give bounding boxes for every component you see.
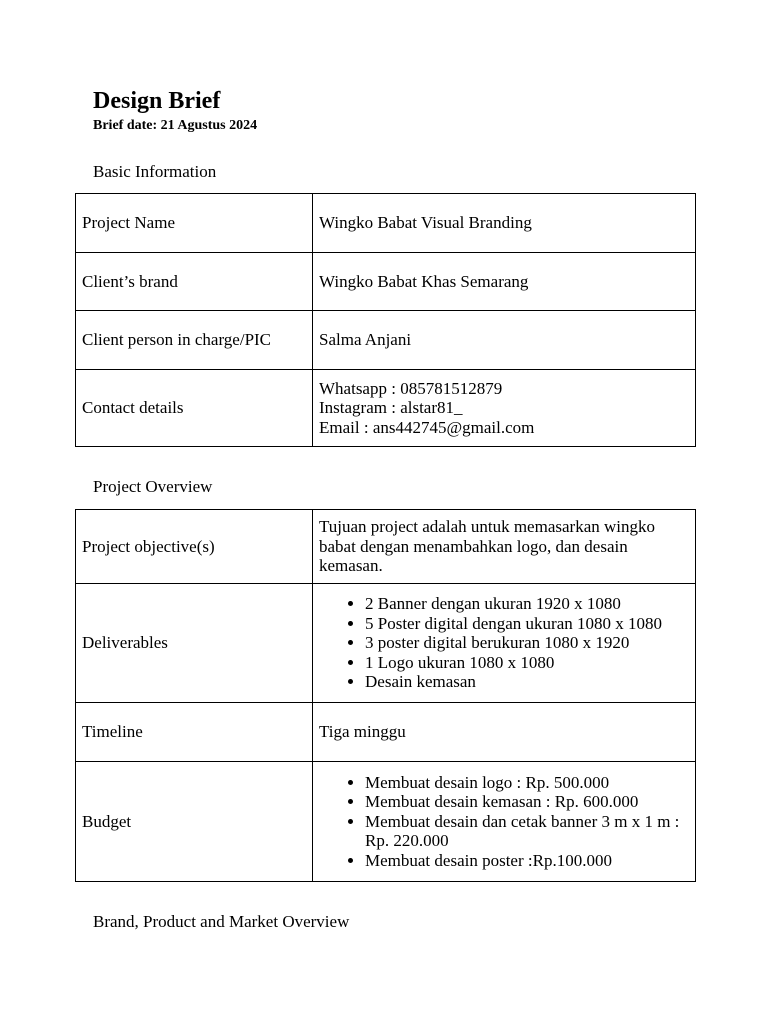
budget-label: Budget <box>76 762 313 882</box>
budget-list <box>319 773 689 871</box>
project-name-label: Project Name <box>76 194 313 253</box>
deliverables-list <box>319 594 689 692</box>
deliverables-value <box>313 584 696 703</box>
list-item: • Desain kemasan <box>365 672 689 692</box>
page-title: Design Brief <box>93 88 221 114</box>
list-item: • Membuat desain logo : Rp. 500.000 <box>365 773 689 793</box>
table-row <box>76 584 696 703</box>
contact-details-value <box>313 370 696 447</box>
project-overview-table <box>75 509 696 882</box>
basic-information-table <box>75 193 696 447</box>
section-heading-basic-information: Basic Information <box>93 162 217 181</box>
client-brand-label: Client’s brand <box>76 253 313 311</box>
project-name-value: Wingko Babat Visual Branding <box>313 194 696 253</box>
timeline-value: Tiga minggu <box>313 703 696 762</box>
deliverables-label: Deliverables <box>76 584 313 703</box>
pic-label: Client person in charge/PIC <box>76 311 313 370</box>
table-row <box>76 762 696 882</box>
budget-value <box>313 762 696 882</box>
table-row <box>76 194 696 253</box>
table-row <box>76 510 696 584</box>
client-brand-value: Wingko Babat Khas Semarang <box>313 253 696 311</box>
list-item: • Membuat desain dan cetak banner 3 m x 1 m : Rp. 220.000 <box>365 812 689 851</box>
list-item: • 3 poster digital berukuran 1080 x 1920 <box>365 633 689 653</box>
list-item: • Membuat desain poster :Rp.100.000 <box>365 851 689 871</box>
project-objective-value: Tujuan project adalah untuk memasarkan wingko babat dengan menambahkan logo, dan desain kemasan. <box>313 510 696 584</box>
table-row <box>76 370 696 447</box>
contact-email: Email : ans442745@gmail.com <box>319 417 535 437</box>
timeline-label: Timeline <box>76 703 313 762</box>
brief-date: Brief date: 21 Agustus 2024 <box>93 118 258 133</box>
pic-value: Salma Anjani <box>313 311 696 370</box>
list-item: • 1 Logo ukuran 1080 x 1080 <box>365 653 689 673</box>
table-row <box>76 703 696 762</box>
project-objective-label: Project objective(s) <box>76 510 313 584</box>
table-row <box>76 311 696 370</box>
table-row <box>76 253 696 311</box>
contact-details-label: Contact details <box>76 370 313 447</box>
list-item: • 2 Banner dengan ukuran 1920 x 1080 <box>365 594 689 614</box>
section-heading-brand-overview: Brand, Product and Market Overview <box>93 912 350 931</box>
section-heading-project-overview: Project Overview <box>93 477 213 496</box>
contact-whatsapp: Whatsapp : 085781512879 <box>319 378 503 398</box>
list-item: • 5 Poster digital dengan ukuran 1080 x 1080 <box>365 614 689 634</box>
list-item: • Membuat desain kemasan : Rp. 600.000 <box>365 792 689 812</box>
contact-instagram: Instagram : alstar81_ <box>319 398 463 418</box>
